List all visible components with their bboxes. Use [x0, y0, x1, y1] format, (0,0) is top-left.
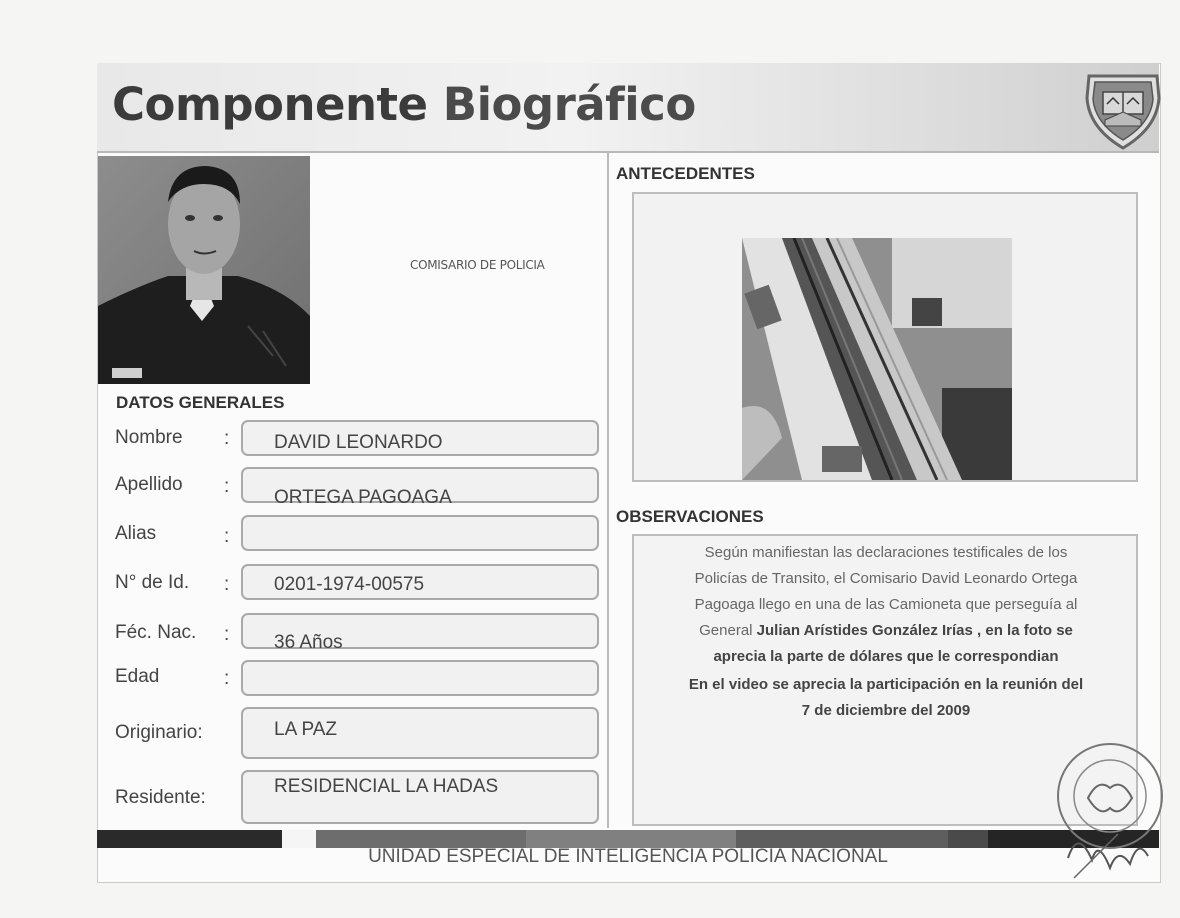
surname-colon: :	[224, 476, 230, 497]
obs-line: Pagoaga llego en una de las Camioneta que perseguía al	[694, 596, 1078, 613]
obs-line: 7 de diciembre del 2009	[801, 702, 971, 719]
alias-field	[241, 515, 599, 551]
id-value: 0201-1974-00575	[274, 574, 425, 595]
observaciones-heading: OBSERVACIONES	[616, 507, 764, 526]
general-data-heading: DATOS GENERALES	[116, 393, 285, 412]
police-badge-icon	[1083, 68, 1163, 150]
id-label: N° de Id.	[115, 572, 190, 593]
birthdate-value: 36 Años	[274, 632, 343, 653]
residence-label: Residente:	[115, 787, 206, 808]
rank-label: COMISARIO DE POLICIA	[410, 258, 545, 272]
dollar-bills-photo	[742, 238, 1012, 480]
birthdate-label: Féc. Nac.	[115, 622, 197, 643]
official-seal-stamp-icon	[1048, 738, 1166, 888]
footer-text: UNIDAD ESPECIAL DE INTELIGENCIA POLICIA NACIONAL	[368, 846, 888, 867]
observaciones-video-note	[642, 672, 1130, 724]
column-divider	[607, 152, 609, 828]
alias-colon: :	[224, 526, 230, 547]
name-label: Nombre	[115, 427, 183, 448]
title-part1: Componente	[112, 78, 428, 131]
id-colon: :	[224, 574, 230, 595]
age-field	[241, 660, 599, 696]
obs-line-bold: Julian Arístides González Irías , en la foto se	[756, 622, 1073, 639]
antecedentes-heading: ANTECEDENTES	[616, 164, 755, 183]
obs-line: aprecia la parte de dólares que le correspondian	[713, 648, 1059, 665]
observaciones-text	[642, 540, 1130, 670]
residence-value: RESIDENCIAL LA HADAS	[274, 776, 499, 797]
obs-line	[642, 618, 1130, 644]
surname-value: ORTEGA PAGOAGA	[274, 487, 452, 508]
origin-value: LA PAZ	[274, 719, 338, 740]
obs-line: En el video se aprecia la participación en la reunión del	[688, 676, 1084, 693]
age-label: Edad	[115, 666, 160, 687]
obs-line: Policías de Transito, el Comisario David Leonardo Ortega	[694, 570, 1078, 587]
name-colon: :	[224, 428, 230, 449]
surname-label: Apellido	[115, 474, 183, 495]
name-value: DAVID LEONARDO	[274, 432, 443, 453]
birthdate-colon: :	[224, 624, 230, 645]
origin-label: Originario:	[115, 722, 203, 743]
age-colon: :	[224, 668, 230, 689]
page-title	[112, 78, 696, 131]
obs-line-part: General	[699, 622, 757, 639]
title-part2: Biográfico	[442, 78, 696, 131]
portrait-photo	[98, 156, 310, 384]
alias-label: Alias	[115, 523, 157, 544]
obs-line: Según manifiestan las declaraciones testificales de los	[704, 544, 1068, 561]
